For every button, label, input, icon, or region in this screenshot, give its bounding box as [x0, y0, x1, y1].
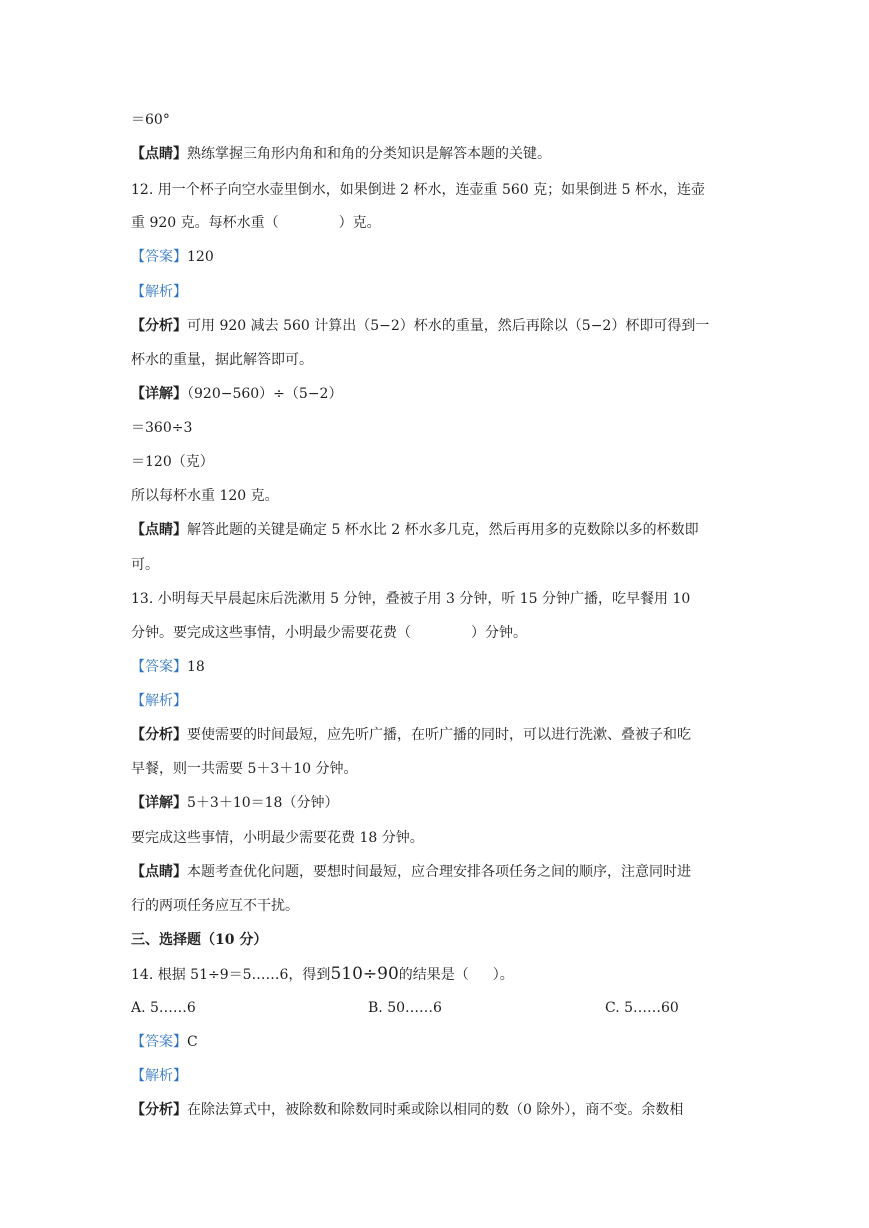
q14-stem-part3: ）。: [492, 967, 514, 983]
q13-stem-part1: 分钟。要完成这些事情，小明最少需要花费（: [131, 625, 411, 641]
q12-detail-line3: ＝120（克）: [131, 454, 214, 470]
analysis-text: 要使需要的时间最短，应先听广播，在听广播的同时，可以进行洗漱、叠被子和吃: [187, 727, 691, 743]
q12-detail-line4: 所以每杯水重 120 克。: [131, 488, 279, 504]
detail-text: 5＋3＋10＝18（分钟）: [187, 795, 339, 811]
q13-comment-line1: [131, 862, 691, 882]
analysis-tag: 【分析】: [131, 318, 187, 334]
q12-stem-part1: 重 920 克。每杯水重（: [131, 215, 279, 231]
comment-tag: 【点睛】: [131, 146, 187, 162]
analysis-tag: 【分析】: [131, 1102, 187, 1118]
q13-stem-line2: [131, 623, 527, 643]
detail-tag: 【详解】: [131, 795, 187, 811]
q13-answer: [131, 657, 205, 677]
q12-comment-line2: 可。: [131, 557, 159, 573]
q12-detail-line2: ＝360÷3: [131, 420, 193, 436]
answer-value: C: [187, 1034, 198, 1050]
detail-text: （920−560）÷（5−2）: [187, 386, 343, 402]
q14-expression: 510÷90: [330, 964, 399, 984]
q12-analysis-line1: [131, 316, 709, 336]
q14-jiexi-tag: 【解析】: [131, 1068, 187, 1084]
answer-tag: 【答案】: [131, 249, 187, 265]
section-heading: 三、选择题（10 分）: [131, 932, 268, 948]
option-c: C. 5……60: [605, 1000, 679, 1016]
q14-stem-part2: 的结果是（: [398, 967, 469, 983]
q12-stem-line2: [131, 213, 381, 233]
option-a: A. 5……6: [131, 1000, 196, 1016]
analysis-tag: 【分析】: [131, 727, 187, 743]
comment-text: 本题考查优化问题，要想时间最短，应合理安排各项任务之间的顺序，注意同时进: [187, 864, 691, 880]
option-b: B. 50……6: [368, 1000, 442, 1016]
q13-comment-line2: 行的两项任务应互不干扰。: [131, 898, 299, 914]
q12-analysis-line2: 杯水的重量，据此解答即可。: [131, 352, 313, 368]
q13-jiexi-tag: 【解析】: [131, 693, 187, 709]
q12-stem-part2: ）克。: [338, 215, 381, 231]
comment-tag: 【点睛】: [131, 522, 187, 538]
q12-answer: [131, 247, 214, 267]
q13-analysis-line2: 早餐，则一共需要 5＋3＋10 分钟。: [131, 761, 358, 777]
q13-stem-line1: 13. 小明每天早晨起床后洗漱用 5 分钟，叠被子用 3 分钟，听 15 分钟广播，吃早餐用 10: [131, 591, 691, 607]
q11-result: ＝60°: [131, 112, 170, 128]
q14-analysis-line1: [131, 1100, 683, 1120]
q13-stem-part2: ）分钟。: [471, 625, 527, 641]
q12-detail-line1: [131, 384, 342, 404]
q13-detail-line2: 要完成这些事情，小明最少需要花费 18 分钟。: [131, 830, 424, 846]
answer-tag: 【答案】: [131, 659, 187, 675]
q12-stem-line1: 12. 用一个杯子向空水壶里倒水，如果倒进 2 杯水，连壶重 560 克；如果倒进 5 杯水，连壶: [131, 182, 705, 198]
q14-stem: [131, 964, 514, 985]
detail-tag: 【详解】: [131, 386, 187, 402]
comment-text: 熟练掌握三角形内角和和角的分类知识是解答本题的关键。: [187, 146, 551, 162]
q12-comment-line1: [131, 520, 699, 540]
analysis-text: 可用 920 减去 560 计算出（5−2）杯水的重量，然后再除以（5−2）杯即可得到一: [187, 318, 710, 334]
q12-jiexi-tag: 【解析】: [131, 284, 187, 300]
q13-detail-line1: [131, 793, 338, 813]
answer-tag: 【答案】: [131, 1034, 187, 1050]
q14-answer: [131, 1032, 198, 1052]
comment-text: 解答此题的关键是确定 5 杯水比 2 杯水多几克，然后再用多的克数除以多的杯数即: [187, 522, 699, 538]
analysis-text: 在除法算式中，被除数和除数同时乘或除以相同的数（0 除外），商不变。余数相: [187, 1102, 684, 1118]
q14-stem-part1: 14. 根据 51÷9＝5……6，得到: [131, 967, 331, 983]
q11-comment: [131, 144, 551, 164]
q13-analysis-line1: [131, 725, 691, 745]
answer-value: 120: [187, 249, 214, 265]
comment-tag: 【点睛】: [131, 864, 187, 880]
answer-value: 18: [187, 659, 205, 675]
